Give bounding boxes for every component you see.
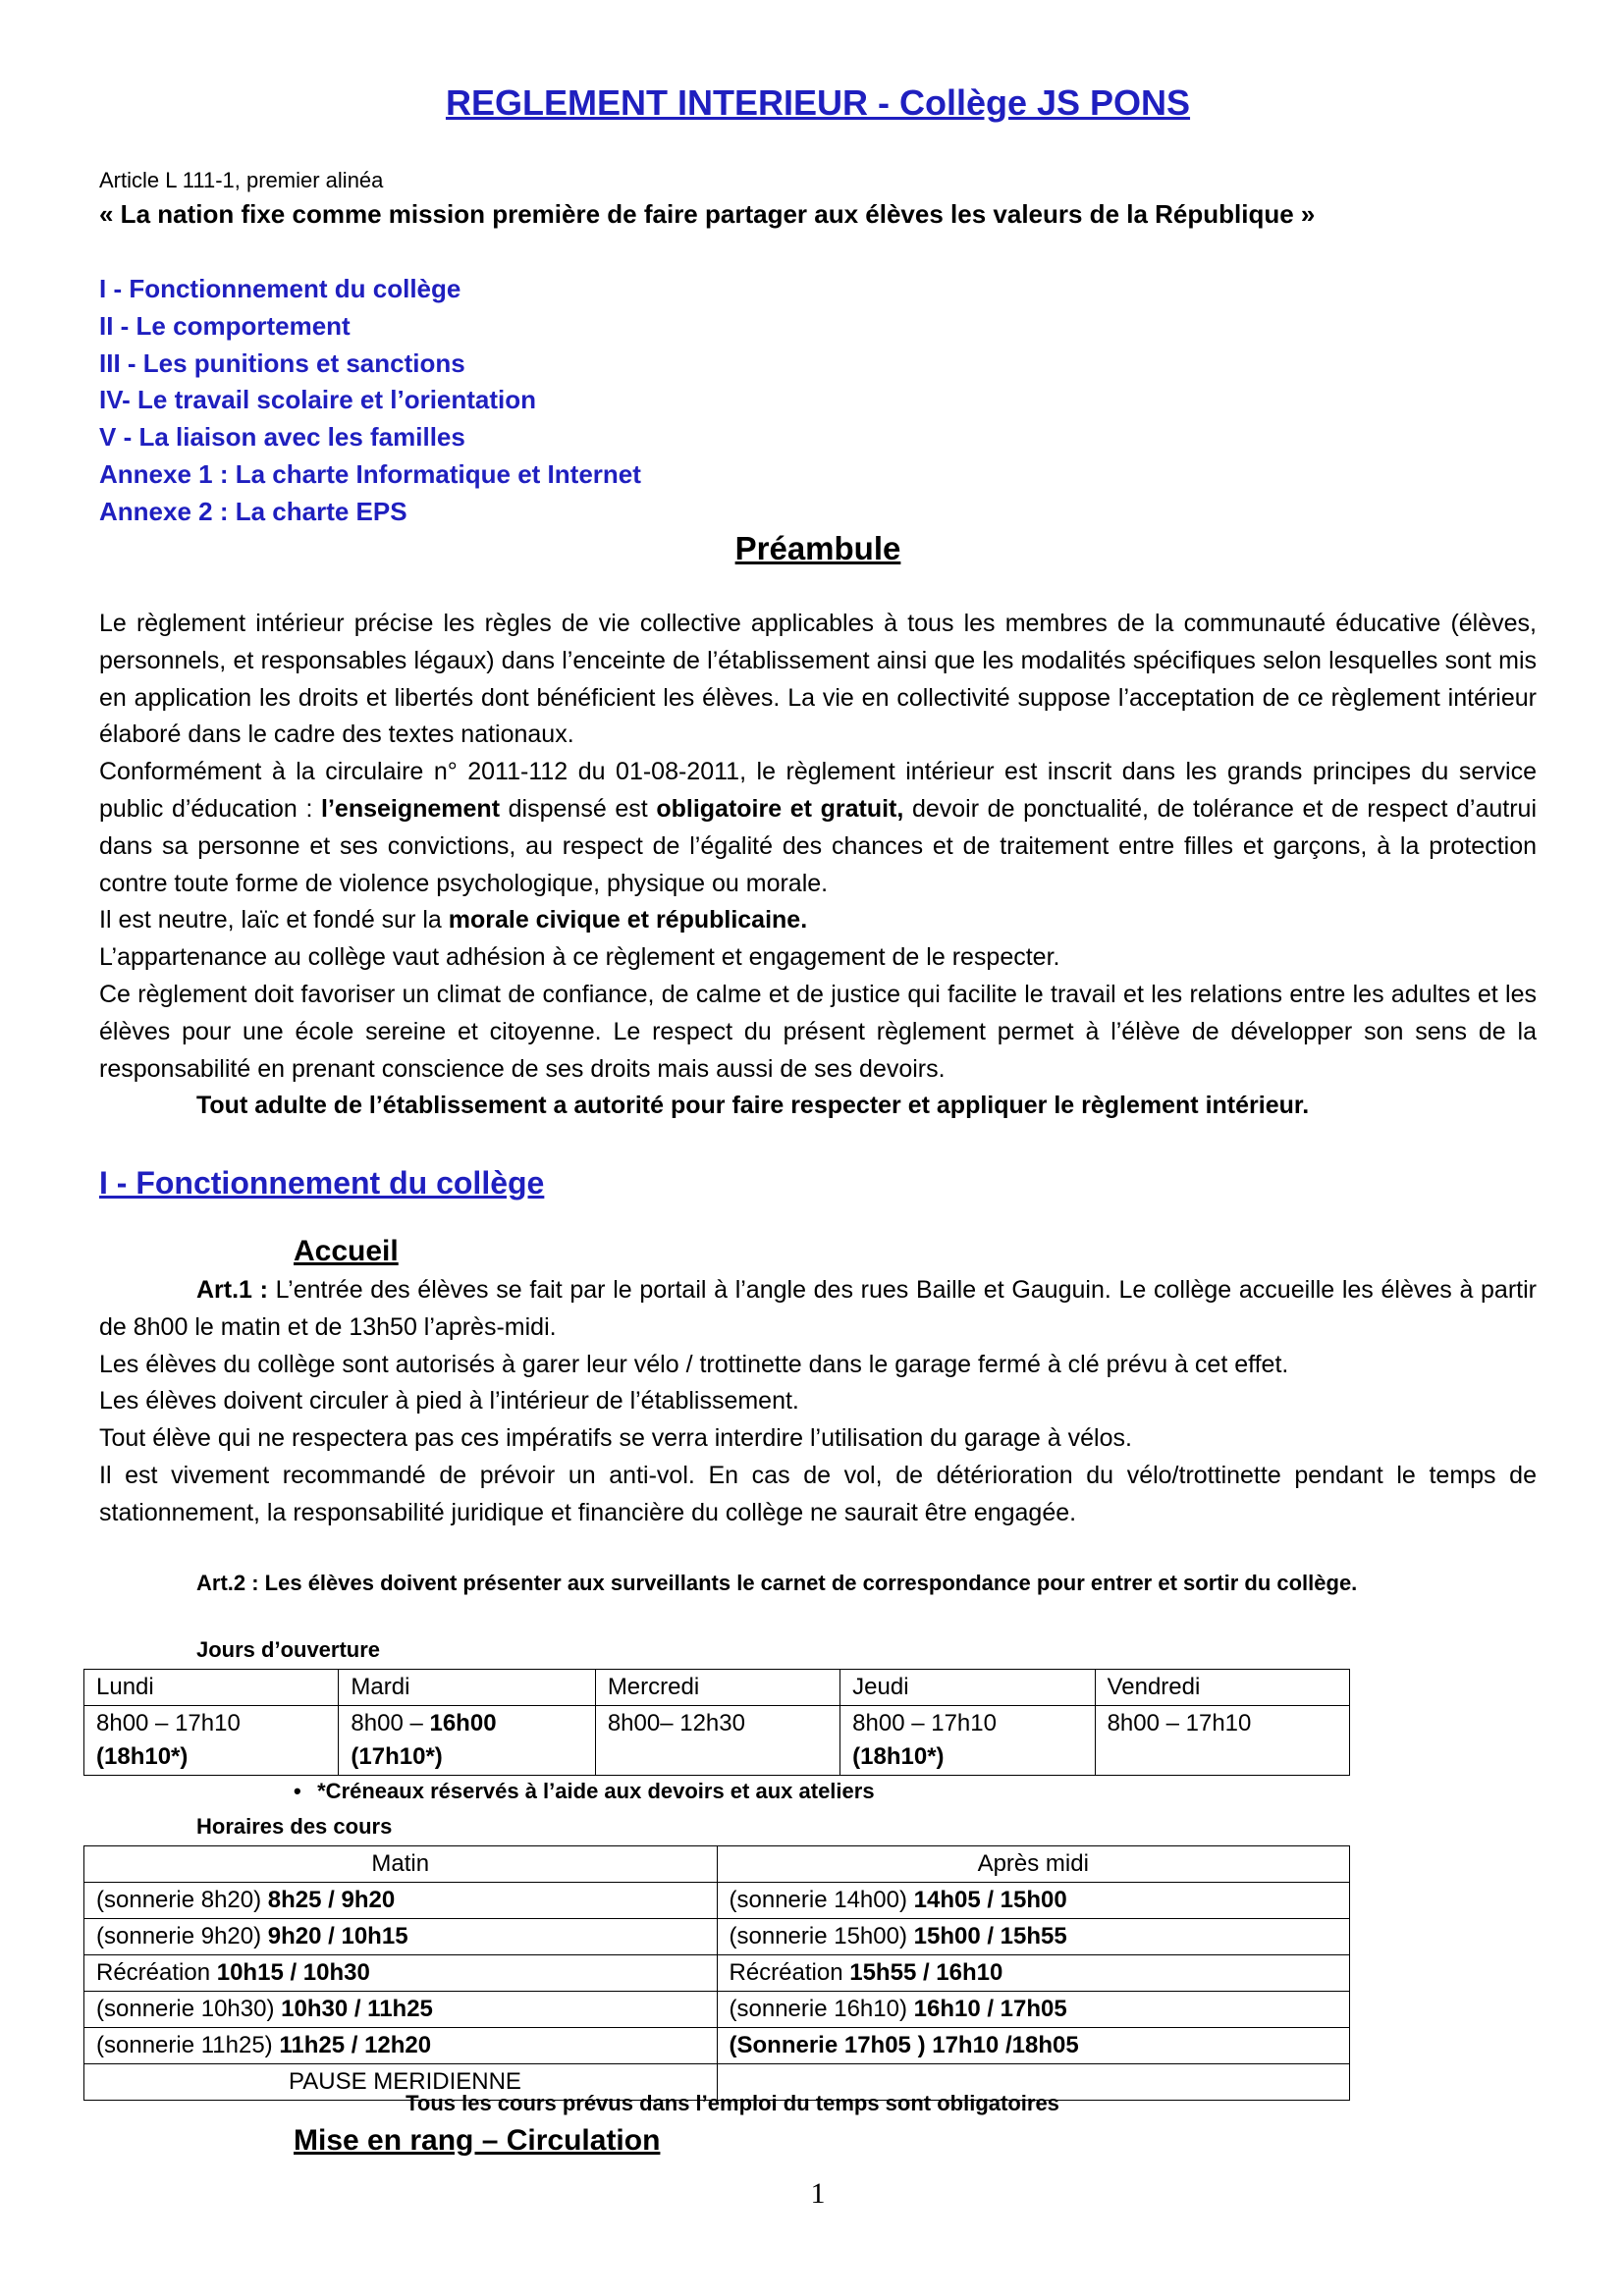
table-header-cell: Lundi: [84, 1670, 339, 1706]
table-row: [84, 1706, 1350, 1776]
table-cell: 8h00 – 17h10 (18h10*): [840, 1706, 1095, 1776]
document-title: REGLEMENT INTERIEUR - Collège JS PONS: [445, 82, 1191, 123]
table-cell: (sonnerie 10h30) 10h30 / 11h25: [84, 1992, 718, 2028]
table-cell: 8h00 – 16h00 (17h10*): [339, 1706, 595, 1776]
section-heading: I - Fonctionnement du collège: [99, 1165, 545, 1201]
table-header-cell: Mercredi: [595, 1670, 839, 1706]
table-row: [84, 1883, 1350, 1919]
preambule-paragraph: Le règlement intérieur précise les règles de vie collective applicables à tous les membres de la communauté éducative (élèves, personnels, et responsables légaux) dans l’enceinte de l’établissement ainsi que les modalités spécifiques selon lesquelles sont mis en application les droits et libertés dont bénéficient les élèves. La vie en collectivité suppose l’acceptation de ce règlement intérieur élaboré dans le cadre des textes nationaux.: [99, 610, 1537, 749]
table-cell: (sonnerie 9h20) 9h20 / 10h15: [84, 1919, 718, 1955]
article-2: Art.2 : Les élèves doivent présenter aux surveillants le carnet de correspondance pour entrer et sortir du collège.: [196, 1571, 1358, 1595]
table-cell: Récréation 10h15 / 10h30: [84, 1955, 718, 1992]
preambule-authority: Tout adulte de l’établissement a autorité pour faire respecter et appliquer le règlement intérieur.: [196, 1092, 1310, 1120]
toc-item[interactable]: IV- Le travail scolaire et l’orientation: [99, 385, 537, 415]
preambule-paragraph: Il est neutre, laïc et fondé sur la morale civique et républicaine.: [99, 906, 808, 934]
table-header-cell: Vendredi: [1095, 1670, 1349, 1706]
table-cell: (sonnerie 15h00) 15h00 / 15h55: [717, 1919, 1350, 1955]
creneaux-note: • *Créneaux réservés à l’aide aux devoirs et aux ateliers: [294, 1779, 875, 1803]
table-cell: (sonnerie 11h25) 11h25 / 12h20: [84, 2028, 718, 2064]
opening-days-table: [83, 1669, 1350, 1776]
toc-item[interactable]: I - Fonctionnement du collège: [99, 274, 461, 303]
table-cell: (sonnerie 16h10) 16h10 / 17h05: [717, 1992, 1350, 2028]
table-row: [84, 1919, 1350, 1955]
mise-en-rang-heading: Mise en rang – Circulation: [294, 2124, 661, 2157]
toc-item[interactable]: V - La liaison avec les familles: [99, 422, 465, 453]
table-row: [84, 1955, 1350, 1992]
table-header-cell: Mardi: [339, 1670, 595, 1706]
article-1-line: Les élèves du collège sont autorisés à garer leur vélo / trottinette dans le garage fermé à clé prévu à cet effet.: [99, 1350, 1289, 1378]
table-header-row: [84, 1670, 1350, 1706]
page-number: 1: [810, 2177, 826, 2210]
table-header-cell: Après midi: [717, 1846, 1350, 1883]
preambule-body: [99, 606, 1537, 1125]
toc-item[interactable]: III - Les punitions et sanctions: [99, 347, 465, 378]
toc-item[interactable]: Annexe 1 : La charte Informatique et Internet: [99, 458, 641, 489]
table-cell: 8h00 – 17h10: [1095, 1706, 1349, 1776]
bullet-icon: •: [294, 1779, 301, 1803]
table-cell: 8h00– 12h30: [595, 1706, 839, 1776]
table-header-cell: Jeudi: [840, 1670, 1095, 1706]
article-1-line: Il est vivement recommandé de prévoir un anti-vol. En cas de vol, de détérioration du vélo/trottinette pendant le temps de stationnement, la responsabilité juridique et financière du collège ne saurait être engagée.: [99, 1461, 1537, 1526]
table-header-row: [84, 1846, 1350, 1883]
preambule-heading: Préambule: [734, 530, 901, 566]
table-row: [84, 1992, 1350, 2028]
table-cell: 8h00 – 17h10 (18h10*): [84, 1706, 339, 1776]
table-cell: PAUSE MERIDIENNE: [84, 2064, 718, 2101]
toc-item[interactable]: II - Le comportement: [99, 310, 351, 341]
toc-item[interactable]: Annexe 2 : La charte EPS: [99, 496, 407, 526]
article-1-line: Les élèves doivent circuler à pied à l’intérieur de l’établissement.: [99, 1387, 799, 1415]
table-row: [84, 2028, 1350, 2064]
jours-label: Jours d’ouverture: [196, 1637, 381, 1662]
cours-note: Tous les cours prévus dans l’emploi du temps sont obligatoires: [406, 2091, 1059, 2115]
article-1: [99, 1272, 1537, 1532]
table-header-cell: Matin: [84, 1846, 718, 1883]
table-cell: (Sonnerie 17h05 ) 17h10 /18h05: [717, 2028, 1350, 2064]
table-of-contents: [99, 271, 641, 531]
preambule-paragraph: Conformément à la circulaire n° 2011-112 du 01-08-2011, le règlement intérieur est inscrit dans les grands principes du service public d’éducation : l’enseignement dispensé est obligatoire et gratuit, devoir de ponctualité, de tolérance et de respect d’autrui dans sa personne et ses convictions, au respect de l’égalité des chances et de traitement entre filles et garçons, à la protection contre toute forme de violence psychologique, physique ou morale.: [99, 758, 1538, 897]
article-1-intro: Art.1 : L’entrée des élèves se fait par le portail à l’angle des rues Baille et Gauguin. Le collège accueille les élèves à partir de 8h00 le matin et de 13h50 l’après-midi.: [99, 1276, 1537, 1341]
table-cell: (sonnerie 14h00) 14h05 / 15h00: [717, 1883, 1350, 1919]
article-reference: Article L 111-1, premier alinéa: [99, 168, 384, 192]
table-cell: Récréation 15h55 / 16h10: [717, 1955, 1350, 1992]
table-cell: (sonnerie 8h20) 8h25 / 9h20: [84, 1883, 718, 1919]
accueil-heading: Accueil: [294, 1235, 399, 1267]
article-1-line: Tout élève qui ne respectera pas ces impératifs se verra interdire l’utilisation du garage à vélos.: [99, 1424, 1132, 1453]
republic-quote: « La nation fixe comme mission première de faire partager aux élèves les valeurs de la République »: [99, 199, 1316, 229]
course-hours-table: [83, 1845, 1350, 2101]
preambule-paragraph: Ce règlement doit favoriser un climat de confiance, de calme et de justice qui facilite le travail et les relations entre les adultes et les élèves pour une école sereine et citoyenne. Le respect du présent règlement permet à l’élève de développer son sens de la responsabilité en prenant conscience de ses droits mais aussi de ses devoirs.: [99, 980, 1537, 1083]
preambule-paragraph: L’appartenance au collège vaut adhésion à ce règlement et engagement de le respecter.: [99, 943, 1060, 972]
horaires-label: Horaires des cours: [196, 1814, 393, 1839]
